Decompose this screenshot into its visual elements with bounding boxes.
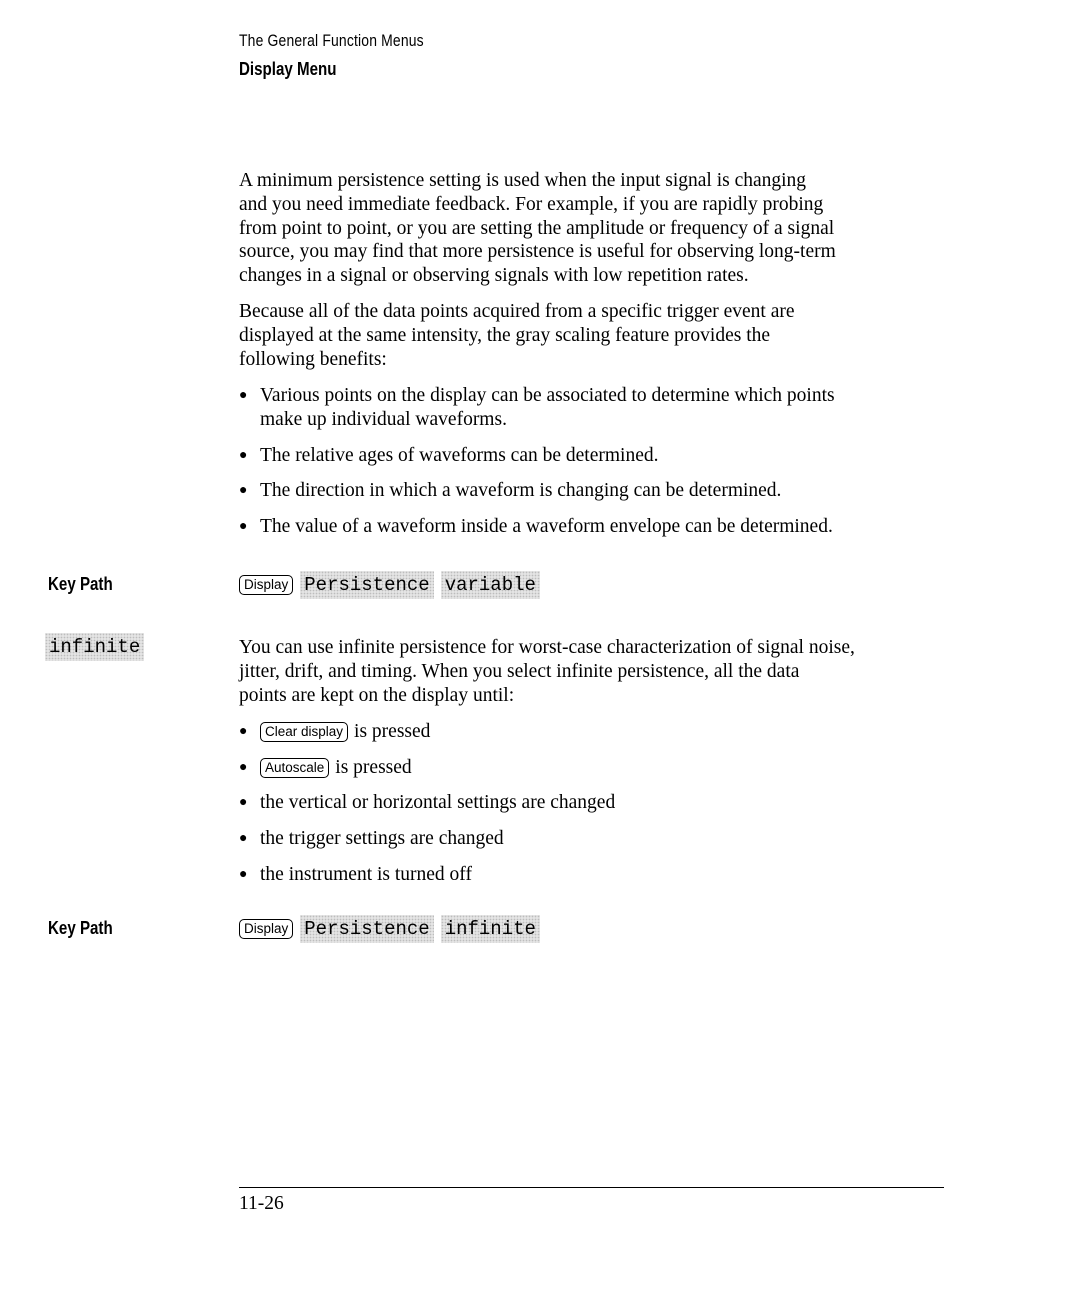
text-line: points are kept on the display until: [239,684,515,706]
text-line: following benefits: [239,348,387,370]
text-line: make up individual waveforms. [260,408,507,430]
condition-text: the instrument is turned off [260,864,472,885]
bullet-icon: ● [239,760,248,775]
bullet-icon: ● [239,867,248,882]
text-line: displayed at the same intensity, the gray scaling feature provides the [239,324,771,346]
condition-text: the trigger settings are changed [260,828,504,849]
infinite-softkey[interactable]: infinite [45,633,144,661]
variable-softkey[interactable]: variable [441,571,540,599]
autoscale-hardkey[interactable]: Autoscale [260,758,329,778]
text-line: You can use infinite persistence for worst-case characterization of signal noise, [239,637,855,658]
infinite-softkey[interactable]: infinite [441,915,540,943]
text-line: from point to point, or you are setting the amplitude or frequency of a signal [239,217,835,239]
text-line: Various points on the display can be associated to determine which points [260,385,835,406]
text-line: The value of a waveform inside a waveform envelope can be determined. [260,516,833,537]
text-line: changes in a signal or observing signals with low repetition rates. [239,265,749,287]
key-path-label: Key Path [48,918,113,938]
display-hardkey[interactable]: Display [239,575,293,595]
text-line: and you need immediate feedback. For example, if you are rapidly probing [239,193,824,215]
text-line: The relative ages of waveforms can be determined. [260,445,659,466]
section-title: Display Menu [239,59,337,79]
footer-rule [239,1187,944,1188]
bullet-icon: ● [239,388,248,403]
key-path-label: Key Path [48,574,113,594]
text-line: The direction in which a waveform is changing can be determined. [260,480,782,501]
bullet-icon: ● [239,448,248,463]
gray-scaling-paragraph [239,300,959,371]
text-line: jitter, drift, and timing. When you select infinite persistence, all the data [239,660,800,682]
key-path-variable [239,570,540,600]
infinite-paragraph [239,636,959,707]
display-hardkey[interactable]: Display [239,919,293,939]
condition-text: is pressed [335,757,412,778]
page-number: 11-26 [239,1193,284,1214]
intro-paragraph [239,169,959,288]
persistence-softkey[interactable]: Persistence [300,571,433,599]
bullet-icon: ● [239,831,248,846]
persistence-softkey[interactable]: Persistence [300,915,433,943]
text-line: A minimum persistence setting is used when the input signal is changing [239,170,807,191]
clear-display-hardkey[interactable]: Clear display [260,722,348,742]
text-line: source, you may find that more persistence is useful for observing long-term [239,241,836,263]
bullet-icon: ● [239,483,248,498]
condition-text: is pressed [354,721,431,742]
chapter-title: The General Function Menus [239,31,424,50]
condition-text: the vertical or horizontal settings are changed [260,792,616,813]
bullet-icon: ● [239,724,248,739]
key-path-infinite [239,914,540,944]
bullet-icon: ● [239,519,248,534]
bullet-icon: ● [239,795,248,810]
text-line: Because all of the data points acquired from a specific trigger event are [239,301,795,322]
